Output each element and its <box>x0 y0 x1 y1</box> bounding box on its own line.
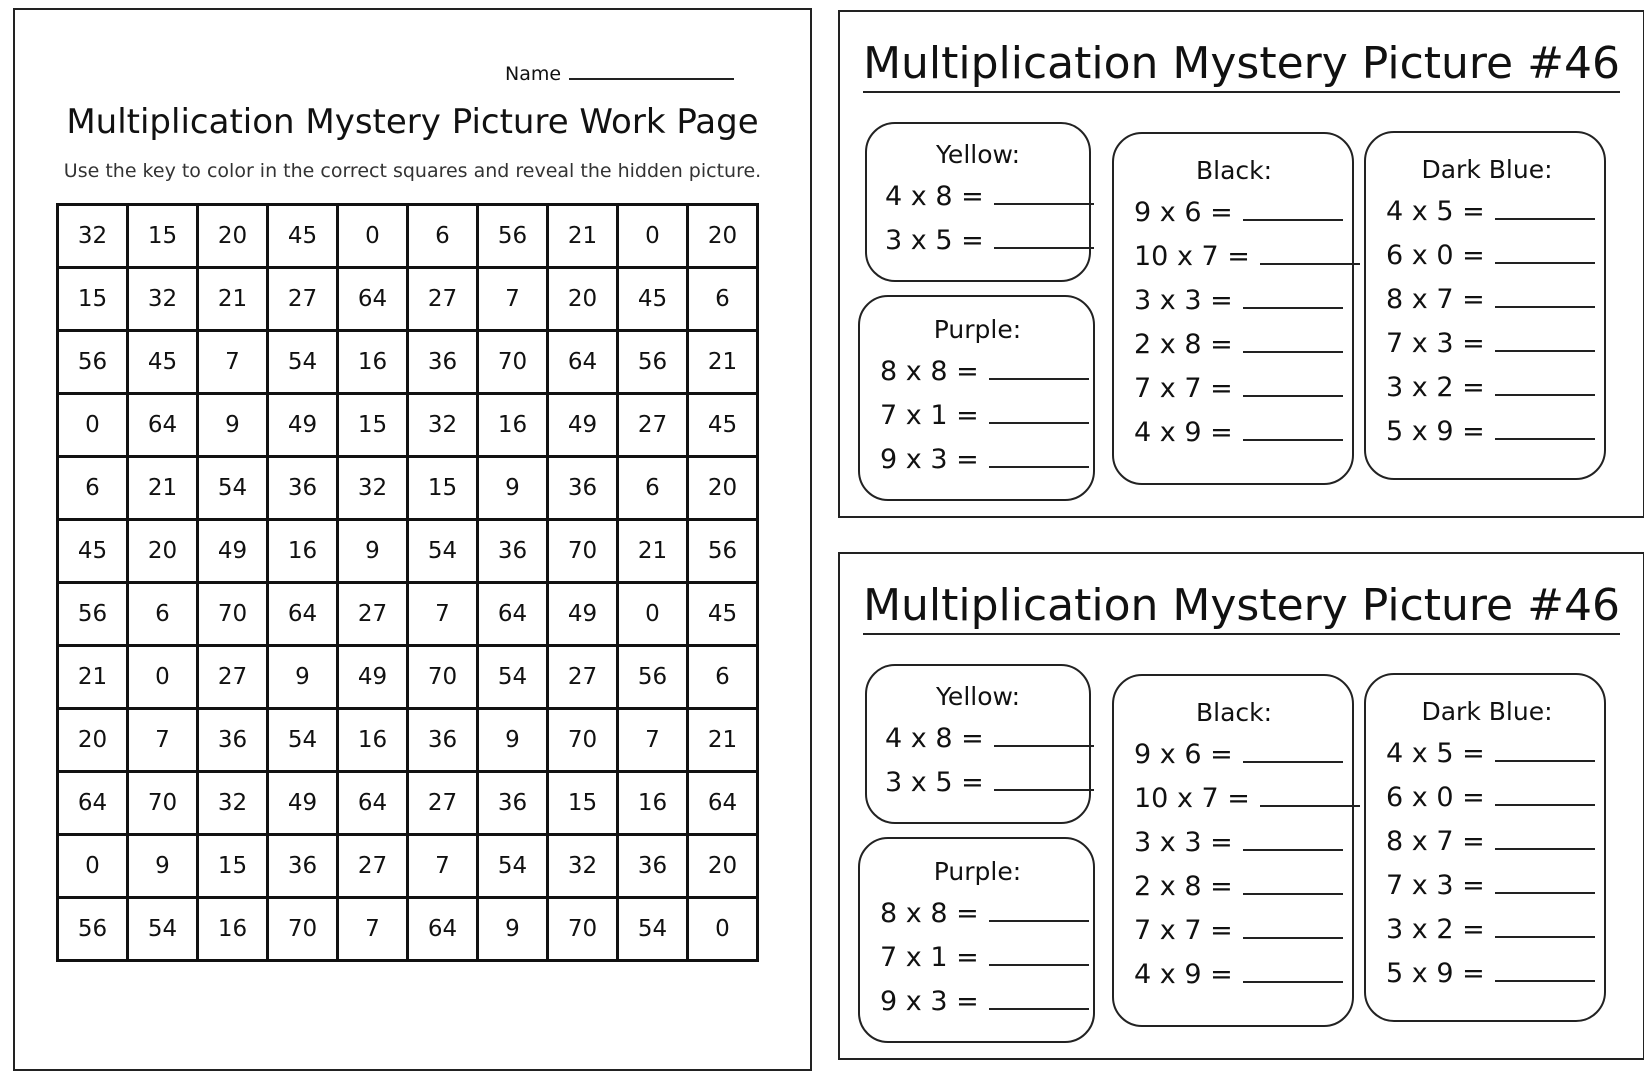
grid-cell[interactable]: 27 <box>268 268 338 331</box>
grid-cell[interactable]: 15 <box>408 457 478 520</box>
grid-cell[interactable]: 20 <box>128 520 198 583</box>
problem-text: 9 x 3 = <box>880 444 979 475</box>
problem-line <box>880 350 1075 394</box>
problem-text: 4 x 5 = <box>1386 738 1485 769</box>
color-label: Yellow: <box>935 682 1021 711</box>
grid-cell[interactable]: 6 <box>58 457 128 520</box>
answer-blank[interactable] <box>1243 287 1343 309</box>
grid-cell[interactable]: 56 <box>58 331 128 394</box>
name-field[interactable] <box>505 60 734 85</box>
grid-row <box>58 268 758 331</box>
problem-line <box>1134 323 1334 367</box>
problem-line <box>1134 777 1334 821</box>
grid-cell[interactable]: 64 <box>58 772 128 835</box>
grid-cell[interactable]: 21 <box>688 709 758 772</box>
grid-cell[interactable]: 0 <box>58 394 128 457</box>
problem-text: 4 x 8 = <box>885 181 984 212</box>
problem-line <box>880 438 1075 482</box>
problem-text: 3 x 5 = <box>885 225 984 256</box>
grid-cell[interactable]: 64 <box>408 898 478 961</box>
problem-text: 3 x 5 = <box>885 767 984 798</box>
answer-blank[interactable] <box>1243 961 1343 983</box>
problem-text: 3 x 2 = <box>1386 372 1485 403</box>
problem-text: 8 x 7 = <box>1386 284 1485 315</box>
answer-blank[interactable] <box>994 183 1094 205</box>
grid-cell[interactable]: 36 <box>478 772 548 835</box>
grid-row <box>58 709 758 772</box>
grid-cell[interactable]: 9 <box>478 898 548 961</box>
grid-cell[interactable]: 16 <box>618 772 688 835</box>
grid-row <box>58 898 758 961</box>
grid-cell[interactable]: 20 <box>688 457 758 520</box>
problem-text: 3 x 3 = <box>1134 285 1233 316</box>
grid-cell[interactable]: 27 <box>198 646 268 709</box>
answer-blank[interactable] <box>1243 375 1343 397</box>
color-label: Dark Blue: <box>1421 697 1553 726</box>
answer-blank[interactable] <box>1260 785 1360 807</box>
problem-line <box>1386 322 1588 366</box>
grid-cell[interactable]: 27 <box>338 583 408 646</box>
problem-text: 7 x 3 = <box>1386 870 1485 901</box>
problem-line <box>1386 908 1588 952</box>
grid-cell[interactable]: 49 <box>338 646 408 709</box>
grid-cell[interactable]: 64 <box>268 583 338 646</box>
grid-cell[interactable]: 49 <box>268 394 338 457</box>
grid-cell[interactable]: 70 <box>408 646 478 709</box>
grid-cell[interactable]: 70 <box>478 331 548 394</box>
problem-line <box>1134 367 1334 411</box>
grid-cell[interactable]: 20 <box>198 205 268 268</box>
problem-line <box>880 936 1075 980</box>
problem-line <box>1134 411 1334 455</box>
dark-blue-box <box>1364 131 1606 480</box>
problem-text: 7 x 7 = <box>1134 373 1233 404</box>
grid-cell[interactable]: 36 <box>478 520 548 583</box>
dark-blue-box <box>1364 673 1606 1022</box>
answer-blank[interactable] <box>1260 243 1360 265</box>
problem-line <box>1134 953 1334 997</box>
color-key-panel <box>838 552 1644 1060</box>
grid-cell[interactable]: 45 <box>268 205 338 268</box>
answer-blank[interactable] <box>1495 784 1595 806</box>
answer-blank[interactable] <box>989 944 1089 966</box>
color-label: Purple: <box>933 857 1022 886</box>
problem-line <box>1386 732 1588 776</box>
color-label: Black: <box>1195 156 1273 185</box>
problem-text: 10 x 7 = <box>1134 783 1250 814</box>
answer-blank[interactable] <box>1495 374 1595 396</box>
problem-line <box>880 980 1075 1024</box>
grid-cell[interactable]: 36 <box>548 457 618 520</box>
answer-blank[interactable] <box>1243 873 1343 895</box>
grid-cell[interactable]: 7 <box>338 898 408 961</box>
grid-cell[interactable]: 64 <box>548 331 618 394</box>
name-blank[interactable] <box>569 60 734 80</box>
problem-text: 10 x 7 = <box>1134 241 1250 272</box>
grid-cell[interactable]: 56 <box>618 331 688 394</box>
grid-cell[interactable]: 70 <box>198 583 268 646</box>
problem-text: 5 x 9 = <box>1386 958 1485 989</box>
grid-row <box>58 583 758 646</box>
color-key-panel <box>838 10 1644 518</box>
problem-text: 8 x 7 = <box>1386 826 1485 857</box>
problem-line <box>885 219 1071 263</box>
answer-blank[interactable] <box>1243 419 1343 441</box>
grid-cell[interactable]: 32 <box>198 772 268 835</box>
answer-blank[interactable] <box>1243 917 1343 939</box>
key-title: Multiplication Mystery Picture #46 <box>863 38 1620 93</box>
problem-text: 2 x 8 = <box>1134 871 1233 902</box>
grid-cell[interactable]: 0 <box>618 205 688 268</box>
black-box <box>1112 132 1354 485</box>
grid-cell[interactable]: 70 <box>268 898 338 961</box>
problem-text: 5 x 9 = <box>1386 416 1485 447</box>
grid-cell[interactable]: 7 <box>198 331 268 394</box>
grid-cell[interactable]: 56 <box>58 898 128 961</box>
grid-cell[interactable]: 20 <box>688 205 758 268</box>
grid-cell[interactable]: 64 <box>338 268 408 331</box>
grid-cell[interactable]: 36 <box>408 709 478 772</box>
answer-blank[interactable] <box>1495 330 1595 352</box>
grid-cell[interactable]: 21 <box>128 457 198 520</box>
grid-cell[interactable]: 54 <box>268 331 338 394</box>
yellow-box <box>865 122 1091 282</box>
grid-cell[interactable]: 16 <box>198 898 268 961</box>
grid-cell[interactable]: 36 <box>198 709 268 772</box>
problem-text: 2 x 8 = <box>1134 329 1233 360</box>
grid-cell[interactable]: 56 <box>618 646 688 709</box>
answer-blank[interactable] <box>1495 198 1595 220</box>
answer-blank[interactable] <box>989 358 1089 380</box>
answer-blank[interactable] <box>1243 199 1343 221</box>
grid-cell[interactable]: 6 <box>128 583 198 646</box>
grid-cell[interactable]: 64 <box>128 394 198 457</box>
work-page <box>13 8 812 1071</box>
grid-cell[interactable]: 6 <box>408 205 478 268</box>
grid-cell[interactable]: 9 <box>268 646 338 709</box>
color-label: Purple: <box>933 315 1022 344</box>
grid-cell[interactable]: 45 <box>58 520 128 583</box>
color-label: Black: <box>1195 698 1273 727</box>
problem-line <box>885 761 1071 805</box>
problem-line <box>1386 952 1588 996</box>
problem-text: 3 x 2 = <box>1386 914 1485 945</box>
answer-blank[interactable] <box>1495 960 1595 982</box>
grid-cell[interactable]: 36 <box>268 835 338 898</box>
problem-text: 4 x 9 = <box>1134 959 1233 990</box>
grid-cell[interactable]: 21 <box>548 205 618 268</box>
problem-line <box>1386 366 1588 410</box>
grid-cell[interactable]: 49 <box>548 394 618 457</box>
grid-row <box>58 457 758 520</box>
grid-cell[interactable]: 6 <box>688 646 758 709</box>
problem-line <box>1134 235 1334 279</box>
grid-row <box>58 646 758 709</box>
answer-blank[interactable] <box>1495 740 1595 762</box>
grid-row <box>58 835 758 898</box>
grid-cell[interactable]: 15 <box>548 772 618 835</box>
grid-cell[interactable]: 49 <box>548 583 618 646</box>
grid-cell[interactable]: 6 <box>688 268 758 331</box>
answer-blank[interactable] <box>994 769 1094 791</box>
problem-text: 4 x 9 = <box>1134 417 1233 448</box>
answer-blank[interactable] <box>1495 872 1595 894</box>
grid-cell[interactable]: 7 <box>408 583 478 646</box>
grid-row <box>58 205 758 268</box>
problem-text: 7 x 1 = <box>880 942 979 973</box>
problem-text: 9 x 3 = <box>880 986 979 1017</box>
grid-cell[interactable]: 64 <box>688 772 758 835</box>
grid-cell[interactable]: 9 <box>478 457 548 520</box>
problem-line <box>1386 776 1588 820</box>
answer-blank[interactable] <box>1495 916 1595 938</box>
purple-box <box>858 837 1095 1043</box>
problem-text: 6 x 0 = <box>1386 782 1485 813</box>
problem-line <box>1386 278 1588 322</box>
grid-cell[interactable]: 15 <box>128 205 198 268</box>
number-grid <box>56 203 759 962</box>
grid-cell[interactable]: 54 <box>268 709 338 772</box>
grid-cell[interactable]: 7 <box>128 709 198 772</box>
color-label: Dark Blue: <box>1421 155 1553 184</box>
grid-cell[interactable]: 21 <box>58 646 128 709</box>
problem-line <box>1134 909 1334 953</box>
grid-row <box>58 331 758 394</box>
grid-cell[interactable]: 21 <box>618 520 688 583</box>
grid-cell[interactable]: 9 <box>128 835 198 898</box>
problem-text: 3 x 3 = <box>1134 827 1233 858</box>
black-box <box>1112 674 1354 1027</box>
answer-blank[interactable] <box>989 402 1089 424</box>
purple-box <box>858 295 1095 501</box>
problem-text: 8 x 8 = <box>880 356 979 387</box>
problem-text: 7 x 3 = <box>1386 328 1485 359</box>
problem-line <box>1134 821 1334 865</box>
grid-cell[interactable]: 20 <box>548 268 618 331</box>
problem-line <box>885 175 1071 219</box>
grid-cell[interactable]: 45 <box>688 394 758 457</box>
answer-blank[interactable] <box>1243 741 1343 763</box>
problem-line <box>880 394 1075 438</box>
answer-blank[interactable] <box>989 446 1089 468</box>
grid-cell[interactable]: 56 <box>688 520 758 583</box>
answer-blank[interactable] <box>1495 242 1595 264</box>
grid-cell[interactable]: 64 <box>478 583 548 646</box>
grid-cell[interactable]: 15 <box>338 394 408 457</box>
grid-cell[interactable]: 56 <box>58 583 128 646</box>
grid-cell[interactable]: 0 <box>128 646 198 709</box>
grid-cell[interactable]: 64 <box>338 772 408 835</box>
problem-line <box>1386 234 1588 278</box>
grid-cell[interactable]: 45 <box>128 331 198 394</box>
grid-cell[interactable]: 54 <box>478 835 548 898</box>
grid-cell[interactable]: 27 <box>408 772 478 835</box>
problem-line <box>1386 864 1588 908</box>
grid-cell[interactable]: 70 <box>128 772 198 835</box>
problem-line <box>1134 865 1334 909</box>
grid-cell[interactable]: 7 <box>408 835 478 898</box>
grid-cell[interactable]: 15 <box>58 268 128 331</box>
grid-cell[interactable]: 70 <box>548 709 618 772</box>
answer-blank[interactable] <box>1243 829 1343 851</box>
grid-cell[interactable]: 6 <box>618 457 688 520</box>
grid-cell[interactable]: 36 <box>618 835 688 898</box>
work-page-instructions: Use the key to color in the correct squares and reveal the hidden picture. <box>63 160 762 182</box>
grid-cell[interactable]: 7 <box>618 709 688 772</box>
problem-line <box>880 892 1075 936</box>
answer-blank[interactable] <box>989 988 1089 1010</box>
grid-cell[interactable]: 16 <box>478 394 548 457</box>
grid-cell[interactable]: 9 <box>478 709 548 772</box>
name-label: Name <box>505 63 562 85</box>
grid-cell[interactable]: 15 <box>198 835 268 898</box>
grid-cell[interactable]: 54 <box>198 457 268 520</box>
grid-row <box>58 394 758 457</box>
grid-cell[interactable]: 9 <box>198 394 268 457</box>
grid-cell[interactable]: 27 <box>338 835 408 898</box>
answer-blank[interactable] <box>1495 828 1595 850</box>
grid-row <box>58 772 758 835</box>
problem-line <box>1386 190 1588 234</box>
key-title: Multiplication Mystery Picture #46 <box>863 580 1620 635</box>
grid-cell[interactable]: 0 <box>618 583 688 646</box>
grid-cell[interactable]: 0 <box>688 898 758 961</box>
problem-line <box>1134 733 1334 777</box>
grid-cell[interactable]: 45 <box>688 583 758 646</box>
grid-cell[interactable]: 70 <box>548 520 618 583</box>
problem-text: 9 x 6 = <box>1134 739 1233 770</box>
grid-cell[interactable]: 16 <box>338 331 408 394</box>
grid-cell[interactable]: 16 <box>338 709 408 772</box>
grid-cell[interactable]: 54 <box>478 646 548 709</box>
problem-line <box>1386 410 1588 454</box>
color-label: Yellow: <box>935 140 1021 169</box>
grid-cell[interactable]: 54 <box>618 898 688 961</box>
grid-cell[interactable]: 0 <box>338 205 408 268</box>
grid-cell[interactable]: 20 <box>58 709 128 772</box>
grid-cell[interactable]: 54 <box>128 898 198 961</box>
problem-text: 4 x 5 = <box>1386 196 1485 227</box>
grid-cell[interactable]: 27 <box>548 646 618 709</box>
grid-cell[interactable]: 32 <box>58 205 128 268</box>
yellow-box <box>865 664 1091 824</box>
answer-blank[interactable] <box>989 900 1089 922</box>
work-page-title: Multiplication Mystery Picture Work Page <box>66 102 759 142</box>
grid-cell[interactable]: 21 <box>198 268 268 331</box>
grid-cell[interactable]: 36 <box>268 457 338 520</box>
grid-cell[interactable]: 45 <box>618 268 688 331</box>
answer-blank[interactable] <box>1243 331 1343 353</box>
grid-cell[interactable]: 0 <box>58 835 128 898</box>
grid-cell[interactable]: 56 <box>478 205 548 268</box>
problem-text: 9 x 6 = <box>1134 197 1233 228</box>
grid-cell[interactable]: 21 <box>688 331 758 394</box>
problem-line <box>1386 820 1588 864</box>
grid-row <box>58 520 758 583</box>
answer-blank[interactable] <box>1495 286 1595 308</box>
grid-cell[interactable]: 32 <box>128 268 198 331</box>
grid-cell[interactable]: 32 <box>338 457 408 520</box>
grid-cell[interactable]: 16 <box>268 520 338 583</box>
grid-cell[interactable]: 27 <box>408 268 478 331</box>
answer-blank[interactable] <box>994 725 1094 747</box>
grid-cell[interactable]: 32 <box>548 835 618 898</box>
problem-text: 4 x 8 = <box>885 723 984 754</box>
answer-blank[interactable] <box>994 227 1094 249</box>
grid-cell[interactable]: 70 <box>548 898 618 961</box>
problem-line <box>885 717 1071 761</box>
grid-cell[interactable]: 20 <box>688 835 758 898</box>
problem-text: 8 x 8 = <box>880 898 979 929</box>
problem-text: 7 x 7 = <box>1134 915 1233 946</box>
grid-cell[interactable]: 49 <box>268 772 338 835</box>
problem-line <box>1134 279 1334 323</box>
problem-text: 6 x 0 = <box>1386 240 1485 271</box>
grid-cell[interactable]: 9 <box>338 520 408 583</box>
problem-line <box>1134 191 1334 235</box>
grid-cell[interactable]: 49 <box>198 520 268 583</box>
grid-cell[interactable]: 7 <box>478 268 548 331</box>
problem-text: 7 x 1 = <box>880 400 979 431</box>
answer-blank[interactable] <box>1495 418 1595 440</box>
grid-cell[interactable]: 32 <box>408 394 478 457</box>
grid-cell[interactable]: 36 <box>408 331 478 394</box>
grid-cell[interactable]: 54 <box>408 520 478 583</box>
grid-cell[interactable]: 27 <box>618 394 688 457</box>
